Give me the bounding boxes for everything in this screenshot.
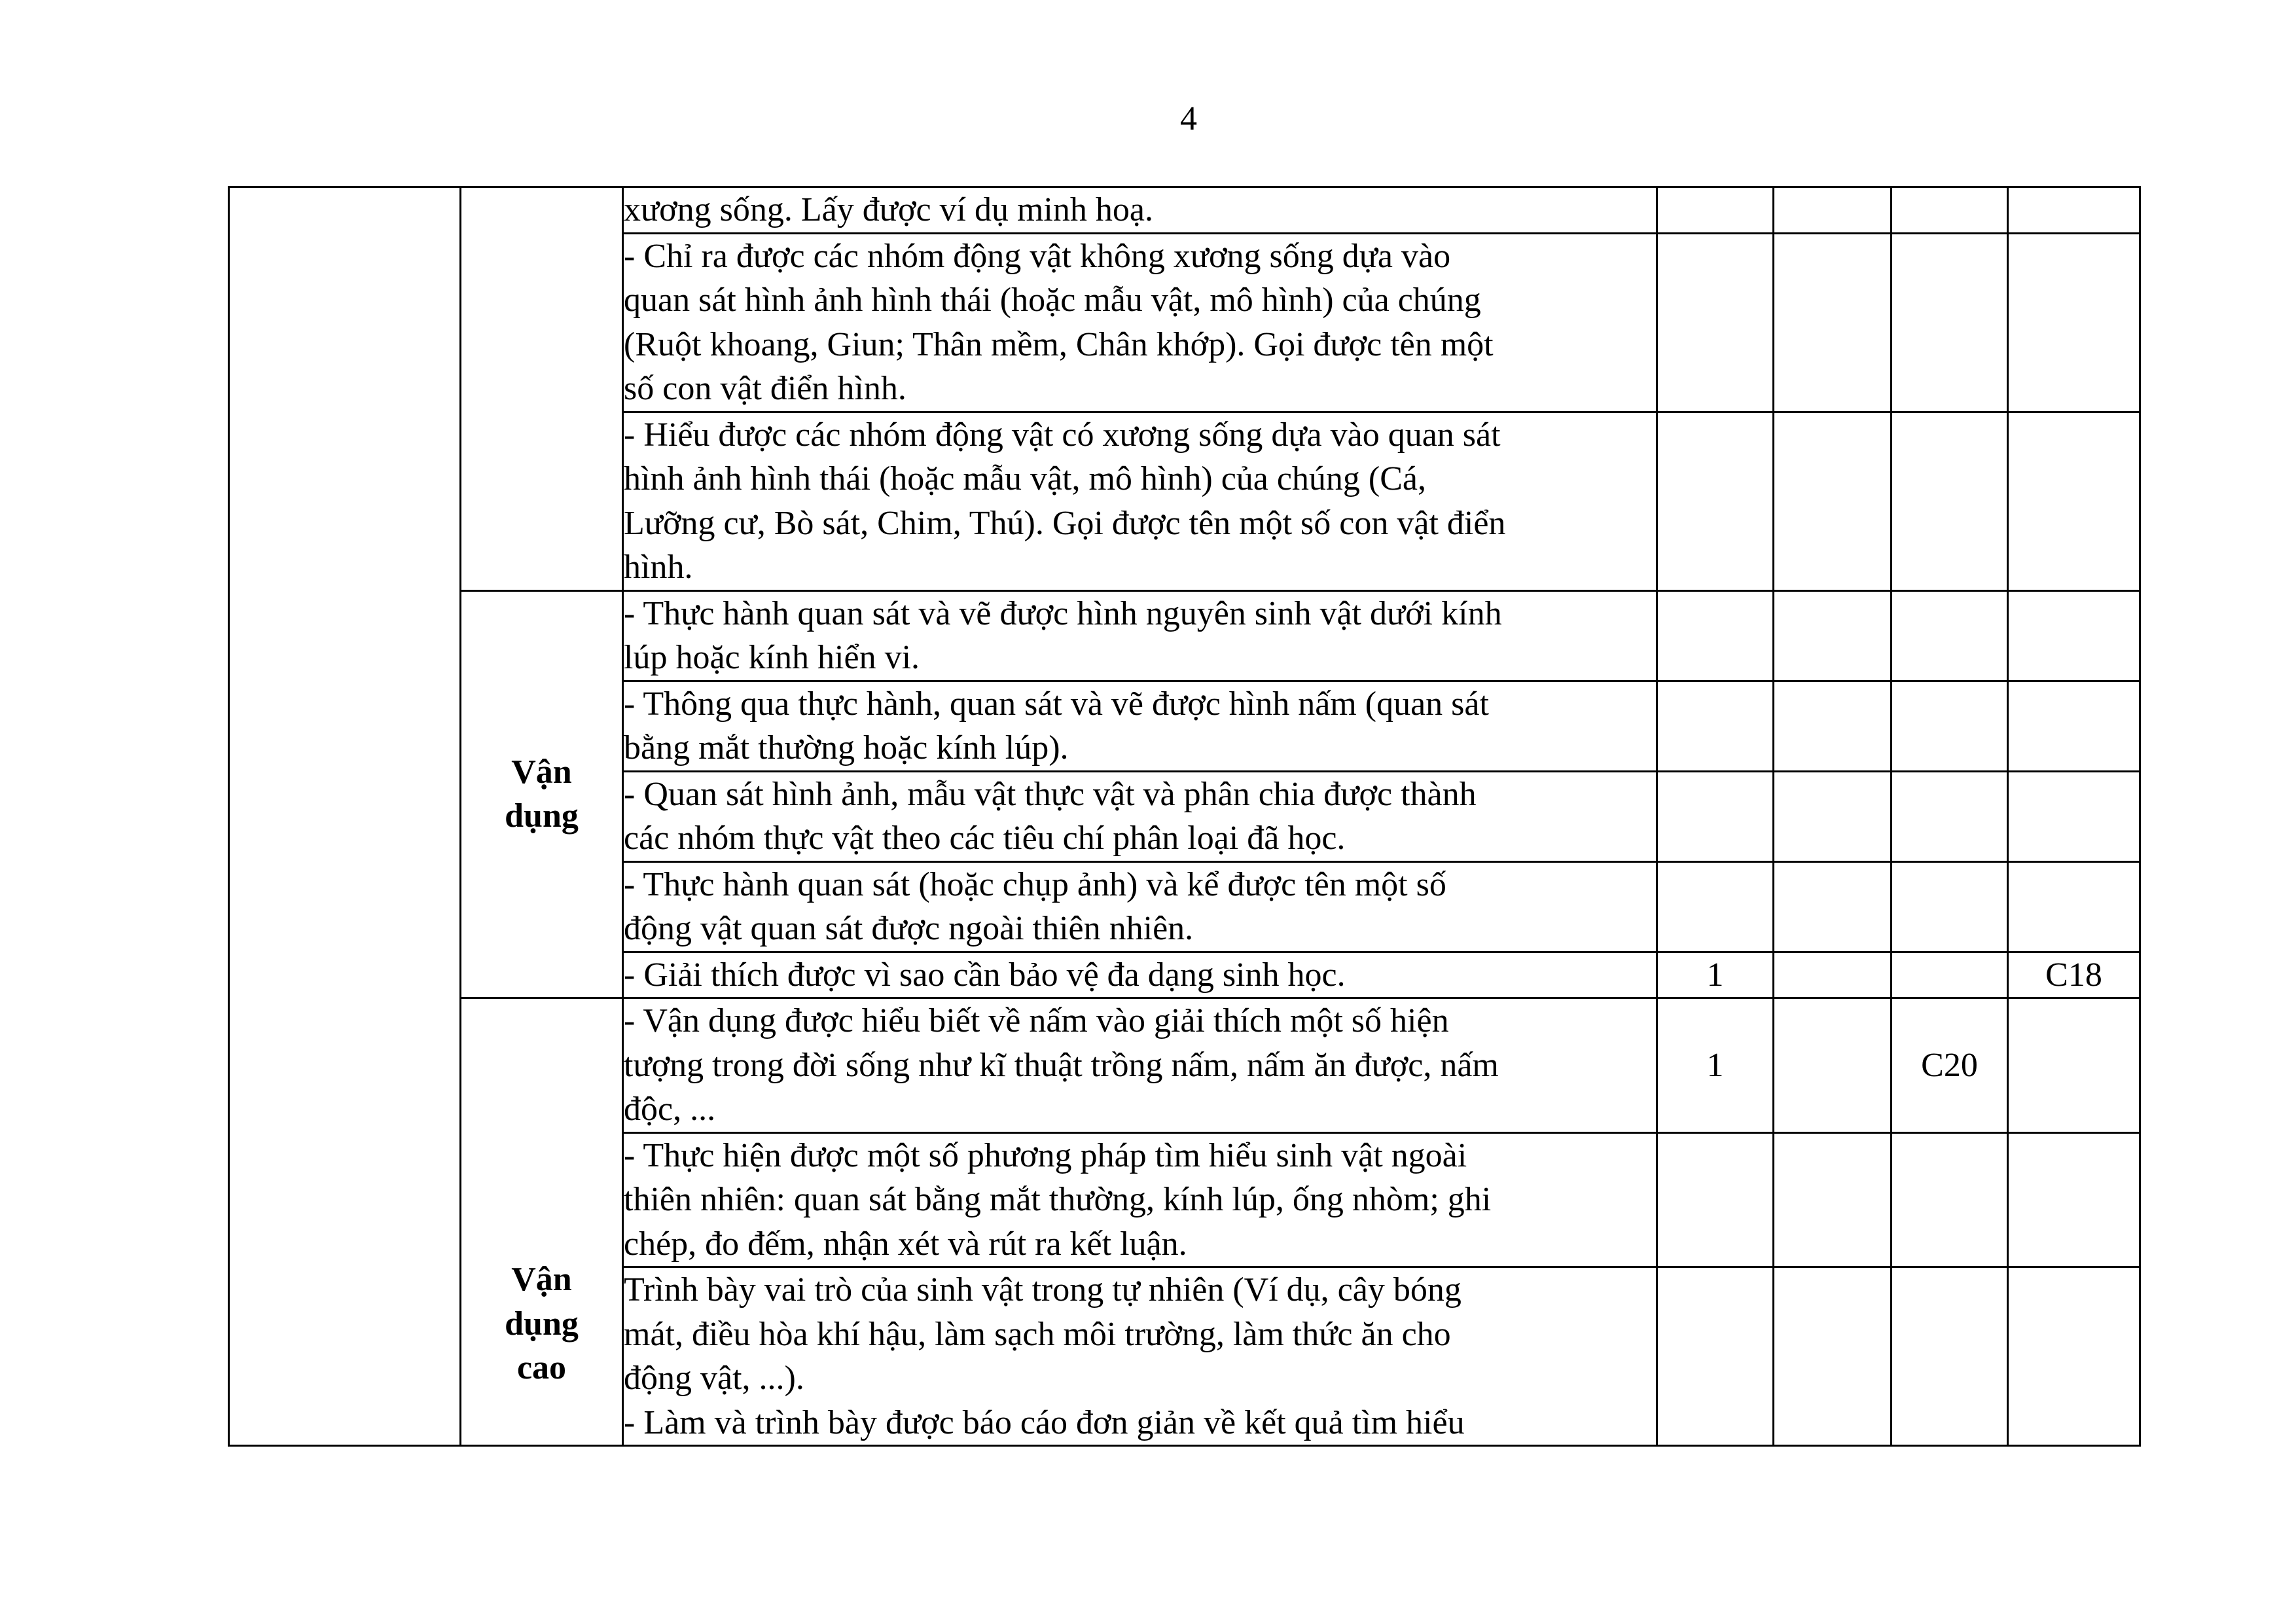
count-cell xyxy=(1657,590,1774,681)
requirement-cell: Trình bày vai trò của sinh vật trong tự nhiên (Ví dụ, cây bóng mát, điều hòa khí hậu, làm sạch môi trường, làm thức ăn cho động vật, ...). - Làm và trình bày được báo cáo đơn giản về kết quả tìm hiểu xyxy=(623,1267,1657,1446)
question-cell xyxy=(2008,412,2140,590)
question-cell xyxy=(2008,861,2140,952)
requirement-cell: - Thực hành quan sát (hoặc chụp ảnh) và kể được tên một số động vật quan sát được ngoài thiên nhiên. xyxy=(623,861,1657,952)
requirement-cell: - Vận dụng được hiểu biết về nấm vào giải thích một số hiện tượng trong đời sống như kĩ thuật trồng nấm, nấm ăn được, nấm độc, ... xyxy=(623,998,1657,1133)
question-cell: C20 xyxy=(1892,998,2008,1133)
question-cell xyxy=(1892,861,2008,952)
question-cell xyxy=(2008,1267,2140,1446)
specification-table xyxy=(228,186,2141,1447)
level-cell-van-dung-cao: Vận dụng cao xyxy=(461,998,623,1446)
count-cell xyxy=(1774,1267,1892,1446)
requirement-cell: - Thực hiện được một số phương pháp tìm hiểu sinh vật ngoài thiên nhiên: quan sát bằng mắt thường, kính lúp, ống nhòm; ghi chép, đo đếm, nhận xét và rút ra kết luận. xyxy=(623,1132,1657,1267)
question-cell xyxy=(1892,233,2008,412)
requirement-cell: xương sống. Lấy được ví dụ minh hoạ. xyxy=(623,187,1657,234)
requirement-cell: - Thực hành quan sát và vẽ được hình nguyên sinh vật dưới kính lúp hoặc kính hiển vi. xyxy=(623,590,1657,681)
requirement-cell: - Giải thích được vì sao cần bảo vệ đa dạng sinh học. xyxy=(623,952,1657,998)
requirement-cell: - Thông qua thực hành, quan sát và vẽ được hình nấm (quan sát bằng mắt thường hoặc kính lúp). xyxy=(623,681,1657,771)
requirement-cell: - Hiểu được các nhóm động vật có xương sống dựa vào quan sát hình ảnh hình thái (hoặc mẫu vật, mô hình) của chúng (Cá, Lưỡng cư, Bò sát, Chim, Thú). Gọi được tên một số con vật điển hình. xyxy=(623,412,1657,590)
count-cell xyxy=(1774,412,1892,590)
question-cell xyxy=(1892,1267,2008,1446)
question-cell xyxy=(2008,771,2140,861)
level-cell-continued xyxy=(461,187,623,591)
question-cell xyxy=(1892,952,2008,998)
count-cell xyxy=(1657,1267,1774,1446)
count-cell xyxy=(1774,998,1892,1133)
count-cell xyxy=(1774,771,1892,861)
count-cell: 1 xyxy=(1657,952,1774,998)
count-cell xyxy=(1657,771,1774,861)
question-cell xyxy=(2008,681,2140,771)
count-cell xyxy=(1774,861,1892,952)
question-cell xyxy=(1892,187,2008,234)
topic-cell xyxy=(229,187,461,1446)
question-cell xyxy=(2008,590,2140,681)
count-cell xyxy=(1774,590,1892,681)
question-cell: C18 xyxy=(2008,952,2140,998)
count-cell xyxy=(1657,861,1774,952)
question-cell xyxy=(1892,771,2008,861)
count-cell xyxy=(1657,681,1774,771)
count-cell xyxy=(1774,1132,1892,1267)
count-cell xyxy=(1657,412,1774,590)
question-cell xyxy=(2008,998,2140,1133)
page-number: 4 xyxy=(1180,100,1197,137)
question-cell xyxy=(1892,412,2008,590)
question-cell xyxy=(2008,187,2140,234)
count-cell xyxy=(1774,187,1892,234)
question-cell xyxy=(2008,1132,2140,1267)
count-cell: 1 xyxy=(1657,998,1774,1133)
count-cell xyxy=(1657,233,1774,412)
requirement-cell: - Quan sát hình ảnh, mẫu vật thực vật và phân chia được thành các nhóm thực vật theo các tiêu chí phân loại đã học. xyxy=(623,771,1657,861)
question-cell xyxy=(2008,233,2140,412)
count-cell xyxy=(1774,233,1892,412)
count-cell xyxy=(1657,187,1774,234)
question-cell xyxy=(1892,590,2008,681)
count-cell xyxy=(1774,681,1892,771)
level-cell-van-dung: Vận dụng xyxy=(461,590,623,998)
count-cell xyxy=(1657,1132,1774,1267)
question-cell xyxy=(1892,1132,2008,1267)
question-cell xyxy=(1892,681,2008,771)
requirement-cell: - Chỉ ra được các nhóm động vật không xương sống dựa vào quan sát hình ảnh hình thái (hoặc mẫu vật, mô hình) của chúng (Ruột khoang, Giun; Thân mềm, Chân khớp). Gọi được tên một số con vật điển hình. xyxy=(623,233,1657,412)
count-cell xyxy=(1774,952,1892,998)
